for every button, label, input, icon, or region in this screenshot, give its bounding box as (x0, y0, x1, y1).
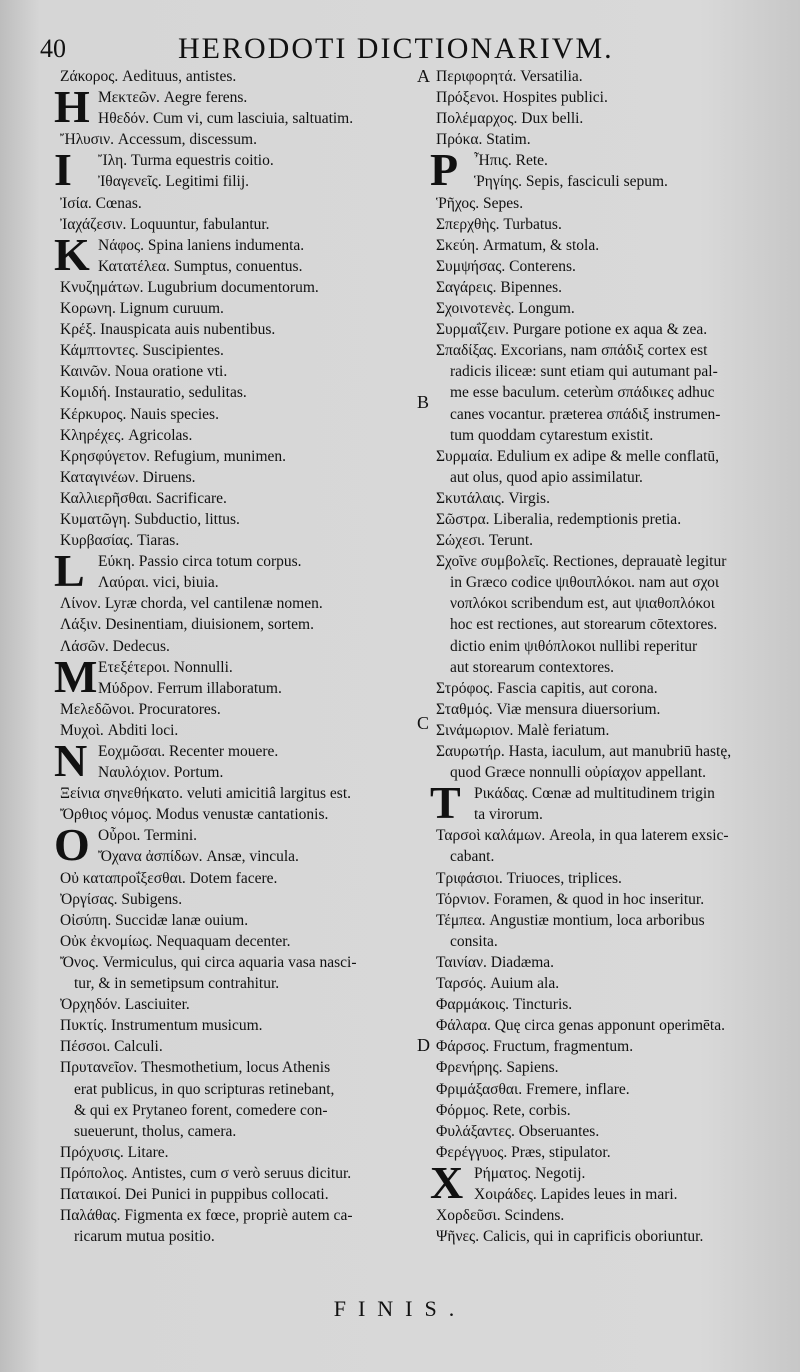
page-header (40, 30, 780, 70)
dictionary-entry (60, 277, 420, 298)
dictionary-entry (436, 846, 786, 867)
dictionary-entry (436, 530, 786, 551)
entry-text: Κρέξ. Inauspicata auis nubentibus. (60, 321, 276, 339)
entry-text: Κομιδή. Instauratio, sedulitas. (60, 384, 247, 402)
dictionary-entry (436, 66, 786, 87)
entry-text: Μεκτεῶν. Aegre ferens. (98, 89, 248, 107)
entry-text: Ρήματος. Negotij. (474, 1164, 586, 1182)
dictionary-entry (436, 868, 786, 889)
dictionary-entry (60, 614, 420, 635)
dictionary-entry (436, 1205, 786, 1226)
entry-text: Σπερχθὴς. Turbatus. (436, 215, 562, 233)
dictionary-entry (60, 66, 420, 87)
drop-capital: N (54, 735, 88, 786)
dictionary-entry (436, 446, 786, 467)
entry-text: Κέρκυρος. Nauis species. (60, 405, 219, 423)
dictionary-entry (60, 1184, 420, 1205)
entry-text: Κορωνη. Lignum curuum. (60, 300, 224, 318)
entry-text: Λάξιν. Desinentiam, diuisionem, sortem. (60, 616, 314, 634)
dictionary-entry (60, 1226, 420, 1247)
entry-text: Παλάθας. Figmenta ex fœce, propriè autem ca- (60, 1207, 353, 1225)
entry-text: Σκεύη. Armatum, & stola. (436, 236, 600, 254)
dictionary-entry (60, 171, 420, 192)
entry-text: Χοιράδες. Lapides leues in mari. (474, 1185, 678, 1203)
entry-text: Πολέμαρχος. Dux belli. (436, 110, 584, 128)
entry-text: Ὀργίσας. Subigens. (60, 890, 183, 908)
entry-text: Οὐ καταπροΐξεσθαι. Dotem facere. (60, 869, 278, 887)
drop-capital: T (430, 777, 461, 829)
entry-text: Πυκτίς. Instrumentum musicum. (60, 1017, 263, 1035)
entry-text: Μυχοὶ. Abditi loci. (60, 721, 179, 739)
drop-capital: M (54, 650, 98, 702)
dictionary-entry (436, 1057, 786, 1078)
dictionary-entry (436, 193, 786, 214)
dictionary-entry (436, 509, 786, 530)
dictionary-entry (60, 1163, 420, 1184)
entry-text: Σινάμωριον. Malè feriatum. (436, 721, 610, 739)
entry-text: Σπαδίξας. Excorians, nam σπάδιξ cortex est (436, 342, 708, 360)
dictionary-entry (60, 1142, 420, 1163)
dictionary-entry (436, 1142, 786, 1163)
entry-text: Καλλιερῆσθαι. Sacrificare. (60, 489, 227, 507)
entry-text: tur, & in semetipsum contrahitur. (74, 975, 280, 993)
dictionary-entry (436, 614, 786, 635)
dictionary-entry (436, 952, 786, 973)
dictionary-entry (436, 720, 786, 741)
dictionary-entry (436, 361, 786, 382)
entry-text: Ῥῆχος. Sepes. (436, 194, 524, 212)
entry-text: Χορδεῦσι. Scindens. (436, 1207, 565, 1225)
drop-capital: L (54, 545, 85, 597)
entry-text: Κληρέχες. Agricolas. (60, 426, 193, 444)
dictionary-entry (436, 1226, 786, 1247)
entry-text: ricarum mutua positio. (74, 1228, 215, 1246)
drop-capital: I (54, 144, 72, 196)
entry-text: Πρόξενοι. Hospites publici. (436, 89, 608, 107)
dictionary-entry (436, 1184, 786, 1205)
dictionary-entry (60, 446, 420, 467)
dictionary-entry (436, 129, 786, 150)
dictionary-entry (436, 551, 786, 572)
entry-text: Συρμαία. Edulium ex adipe & melle conflatū, (436, 447, 720, 465)
entry-text: Φυλάξαντες. Obseruantes. (436, 1122, 600, 1140)
margin-letter-a: A (417, 66, 430, 86)
entry-text: hoc est rectiones, aut storearum cōtextores. (450, 616, 718, 634)
dictionary-entry (436, 298, 786, 319)
entry-text: Φριμάξασθαι. Fremere, inflare. (436, 1080, 630, 1098)
dictionary-entry (60, 340, 420, 361)
drop-capital: K (54, 228, 90, 280)
entry-text: Τόρνιον. Foramen, & quod in hoc inseritur. (436, 890, 705, 908)
entry-text: Ψῆνες. Calicis, qui in caprificis oboriuntur. (436, 1228, 704, 1246)
entry-text: Σῶστρα. Liberalia, redemptionis pretia. (436, 510, 682, 528)
dictionary-entry (60, 108, 420, 129)
dictionary-entry (436, 171, 786, 192)
dictionary-entry (436, 277, 786, 298)
entry-text: Τέμπεα. Angustiæ montium, loca arboribus (436, 911, 705, 929)
entry-text: Κυματῶγη. Subductio, littus. (60, 510, 240, 528)
dictionary-entry (436, 762, 786, 783)
dictionary-entry (436, 108, 786, 129)
entry-text: Πρυτανεῖον. Thesmothetium, locus Athenis (60, 1059, 331, 1077)
entry-text: Μελεδῶνοι. Procuratores. (60, 700, 221, 718)
entry-text: Σταθμός. Viæ mensura diuersorium. (436, 700, 661, 718)
dictionary-entry (60, 931, 420, 952)
entry-text: Πρόχυσις. Litare. (60, 1143, 169, 1161)
dictionary-entry (60, 214, 420, 235)
entry-text: Περιφορητά. Versatilia. (436, 68, 583, 85)
dictionary-entry (60, 404, 420, 425)
dictionary-entry (60, 973, 420, 994)
entry-text: Λαύραι. vici, biuia. (98, 574, 219, 592)
dictionary-entry (60, 572, 420, 593)
dictionary-entry (436, 889, 786, 910)
entry-text: Ταινίαν. Diadæma. (436, 953, 555, 971)
dictionary-entry (60, 298, 420, 319)
dictionary-entry (436, 319, 786, 340)
entry-text: canes vocantur. præterea σπάδιξ instrumen- (450, 405, 721, 423)
entry-text: Κατατέλεα. Sumptus, conuentus. (98, 257, 303, 275)
entry-text: dictio enim ψιθόπλοκοι nullibi reperitur (450, 637, 698, 655)
dictionary-entry (60, 846, 420, 867)
entry-text: Σχοῖνε συμβολεῖς. Rectiones, deprauatè legitur (436, 553, 727, 571)
finis-label: FINIS. (333, 1296, 467, 1321)
entry-text: Κνυζημάτων. Lugubrium documentorum. (60, 278, 319, 296)
entry-text: Συρμαΐζειν. Purgare potione ex aqua & zea. (436, 321, 708, 339)
entry-text: & qui ex Prytaneo forent, comedere con- (74, 1101, 328, 1119)
entry-text: Ταρσός. Auium ala. (436, 975, 560, 993)
drop-capital: H (54, 81, 90, 133)
entry-text: Νάφος. Spina laniens indumenta. (98, 236, 305, 254)
entry-text: Φρενήρης. Sapiens. (436, 1059, 559, 1077)
entry-text: Μύδρον. Ferrum illaboratum. (98, 679, 282, 697)
dictionary-entry (436, 678, 786, 699)
dictionary-entry (60, 783, 420, 804)
dictionary-entry (436, 1121, 786, 1142)
dictionary-entry (60, 889, 420, 910)
dictionary-entry (436, 340, 786, 361)
entry-text: Ὄνος. Vermiculus, qui circa aquaria vasa nasci- (60, 953, 357, 971)
entry-text: Συμψήσας. Conterens. (436, 257, 576, 275)
dictionary-entry (60, 488, 420, 509)
dictionary-entry (436, 235, 786, 256)
entry-text: Στρόφος. Fascia capitis, aut corona. (436, 679, 658, 697)
entry-text: Φόρμος. Rete, corbis. (436, 1101, 571, 1119)
entry-text: Κυρβασίας. Tiaras. (60, 532, 180, 550)
drop-capital: X (430, 1156, 464, 1208)
dictionary-entry (436, 931, 786, 952)
running-title: HERODOTI DICTIONARIVM. (178, 32, 614, 65)
dictionary-entry (60, 910, 420, 931)
dictionary-entry (436, 910, 786, 931)
dictionary-entry (60, 804, 420, 825)
entry-text: Πρόπολος. Antistes, cum σ verò seruus dicitur. (60, 1164, 352, 1182)
dictionary-entry (60, 1057, 420, 1078)
entry-text: Σαγάρεις. Bipennes. (436, 278, 562, 296)
dictionary-entry (60, 868, 420, 889)
dictionary-entry (436, 994, 786, 1015)
entry-text: Πρόκα. Statim. (436, 131, 531, 149)
dictionary-entry (60, 530, 420, 551)
entry-text: Ζάκορος. Aedituus, antistes. (60, 68, 237, 85)
entry-text: Φαρμάκοις. Tincturis. (436, 996, 573, 1014)
entry-text: Ἤλυσιν. Accessum, discessum. (60, 131, 257, 149)
entry-text: Ξείνια σηνεθήκατο. veluti amicitiâ largitus est. (60, 785, 352, 803)
dictionary-entry (60, 720, 420, 741)
right-column (430, 66, 786, 1247)
entry-text: Ταρσοὶ καλάμων. Areola, in qua laterem exsic- (436, 827, 729, 845)
entry-text: Παταικοί. Dei Punici in puppibus collocati. (60, 1185, 329, 1203)
entry-text: tum quoddam cytarestum existit. (450, 426, 654, 444)
entry-text: Ἦπις. Rete. (474, 152, 548, 170)
dictionary-entry (436, 467, 786, 488)
entry-text: erat publicus, in quo scripturas retinebant, (74, 1080, 335, 1098)
entry-text: aut olus, quod apio assimilatur. (450, 468, 643, 486)
entry-text: Ὄρθιος νόμος. Modus venustæ cantationis. (60, 806, 329, 824)
dictionary-entry (60, 509, 420, 530)
left-column (54, 66, 420, 1247)
dictionary-entry (436, 657, 786, 678)
dictionary-entry (60, 678, 420, 699)
entry-text: cabant. (450, 848, 495, 866)
entry-text: sueuerunt, tholus, camera. (74, 1122, 237, 1140)
entry-text: Φάλαρα. Quę circa genas apponunt operimēta. (436, 1017, 725, 1035)
dictionary-entry (60, 636, 420, 657)
entry-text: aut storearum contextores. (450, 658, 614, 676)
dictionary-entry (60, 1079, 420, 1100)
dictionary-entry (436, 488, 786, 509)
entry-text: Καινῶν. Noua oratione vti. (60, 363, 228, 381)
entry-text: ta virorum. (474, 806, 543, 824)
entry-text: Εοχμῶσαι. Recenter mouere. (98, 743, 279, 760)
entry-text: Ἰθαγενεῖς. Legitimi filij. (98, 173, 250, 191)
entry-text: Καταγινέων. Diruens. (60, 468, 196, 486)
dictionary-entry (436, 804, 786, 825)
entry-text: consita. (450, 932, 498, 950)
dictionary-entry (60, 193, 420, 214)
dictionary-entry (60, 361, 420, 382)
dictionary-entry (436, 636, 786, 657)
entry-text: Οὖροι. Termini. (98, 827, 197, 845)
dictionary-entry (60, 1015, 420, 1036)
dictionary-entry (436, 382, 786, 403)
dictionary-entry (436, 214, 786, 235)
entry-text: Εύκη. Passio circa totum corpus. (98, 553, 302, 571)
margin-letter-b: B (417, 392, 430, 412)
entry-text: in Græco codice ψιθοιπλόκοι. nam aut σχοι (450, 574, 720, 592)
entry-text: Ετεξέτεροι. Nonnulli. (98, 658, 233, 676)
dictionary-entry (60, 1100, 420, 1121)
dictionary-entry (436, 1036, 786, 1057)
dictionary-entry (60, 256, 420, 277)
dictionary-entry (60, 1121, 420, 1142)
dictionary-entry (60, 994, 420, 1015)
dictionary-entry (60, 129, 420, 150)
entry-text: Φερέγγυος. Præs, stipulator. (436, 1143, 611, 1161)
entry-text: Ηθεδόν. Cum vi, cum lasciuia, saltuatim. (98, 110, 354, 128)
drop-capital: P (430, 144, 459, 196)
entry-text: Ναυλόχιον. Portum. (98, 764, 224, 782)
dictionary-entry (436, 699, 786, 720)
dictionary-entry (436, 1079, 786, 1100)
entry-text: Λάσῶν. Dedecus. (60, 637, 170, 655)
dictionary-entry (60, 425, 420, 446)
entry-text: Ἴλη. Turma equestris coitio. (98, 152, 274, 170)
entry-text: Ὀρχηδόν. Lasciuiter. (60, 996, 190, 1014)
dictionary-entry (60, 593, 420, 614)
dictionary-entry (60, 467, 420, 488)
dictionary-entry (60, 699, 420, 720)
dictionary-entry (60, 382, 420, 403)
entry-text: Σώχεσι. Terunt. (436, 532, 533, 550)
dictionary-entry (436, 425, 786, 446)
entry-text: radicis iliceæ: sunt etiam qui autumant pal- (450, 363, 718, 381)
entry-text: Τριφάσιοι. Triuoces, triplices. (436, 869, 622, 887)
dictionary-entry (436, 1015, 786, 1036)
entry-text: Ῥηγίης. Sepis, fasciculi sepum. (474, 173, 668, 191)
dictionary-entry (436, 404, 786, 425)
dictionary-entry (436, 256, 786, 277)
margin-letter-d: D (417, 1035, 430, 1055)
entry-text: Οἰσύπη. Succidæ lanæ ouium. (60, 911, 249, 929)
page-number: 40 (40, 34, 66, 63)
drop-capital: O (54, 819, 90, 871)
entry-text: Οὐκ ἐκνομίως. Nequaquam decenter. (60, 932, 291, 950)
dictionary-entry (436, 593, 786, 614)
dictionary-entry (60, 1036, 420, 1057)
entry-text: Σκυτάλαις. Virgis. (436, 489, 550, 507)
dictionary-entry (436, 973, 786, 994)
entry-text: quod Græce nonnulli οὐρίαχον appellant. (450, 764, 707, 782)
entry-text: Λίνον. Lyræ chorda, vel cantilenæ nomen. (60, 595, 323, 613)
entry-text: Σχοινοτενὲς. Longum. (436, 300, 575, 318)
entry-text: Κάμπτοντες. Suscipientes. (60, 342, 224, 360)
dictionary-entry (436, 1100, 786, 1121)
dictionary-entry (60, 762, 420, 783)
entry-text: Κρησφύγετον. Refugium, munimen. (60, 447, 287, 465)
dictionary-entry (436, 825, 786, 846)
entry-text: Φάρσος. Fructum, fragmentum. (436, 1038, 634, 1056)
margin-letter-c: C (417, 713, 430, 733)
dictionary-entry (436, 87, 786, 108)
entry-text: Πέσσοι. Calculi. (60, 1038, 163, 1056)
entry-text: νοπλόκοι scribendum est, aut ψιαθοπλόκοι (450, 595, 715, 613)
entry-text: Ἰσία. Cœnas. (60, 194, 142, 212)
dictionary-entry (436, 572, 786, 593)
dictionary-entry (60, 1205, 420, 1226)
dictionary-entry (60, 952, 420, 973)
dictionary-entry (60, 319, 420, 340)
dictionary-entry (436, 741, 786, 762)
entry-text: me esse baculum. ceterùm σπάδικες adhuc (450, 384, 715, 402)
entry-text: Ρικάδας. Cœnæ ad multitudinem trigin (474, 785, 715, 803)
entry-text: Ἰαχάζεσιν. Loquuntur, fabulantur. (60, 215, 270, 233)
entry-text: Ὄχανα ἀσπίδων. Ansæ, vincula. (98, 848, 299, 866)
entry-text: Σαυρωτήρ. Hasta, iaculum, aut manubriū hastę, (436, 743, 732, 760)
